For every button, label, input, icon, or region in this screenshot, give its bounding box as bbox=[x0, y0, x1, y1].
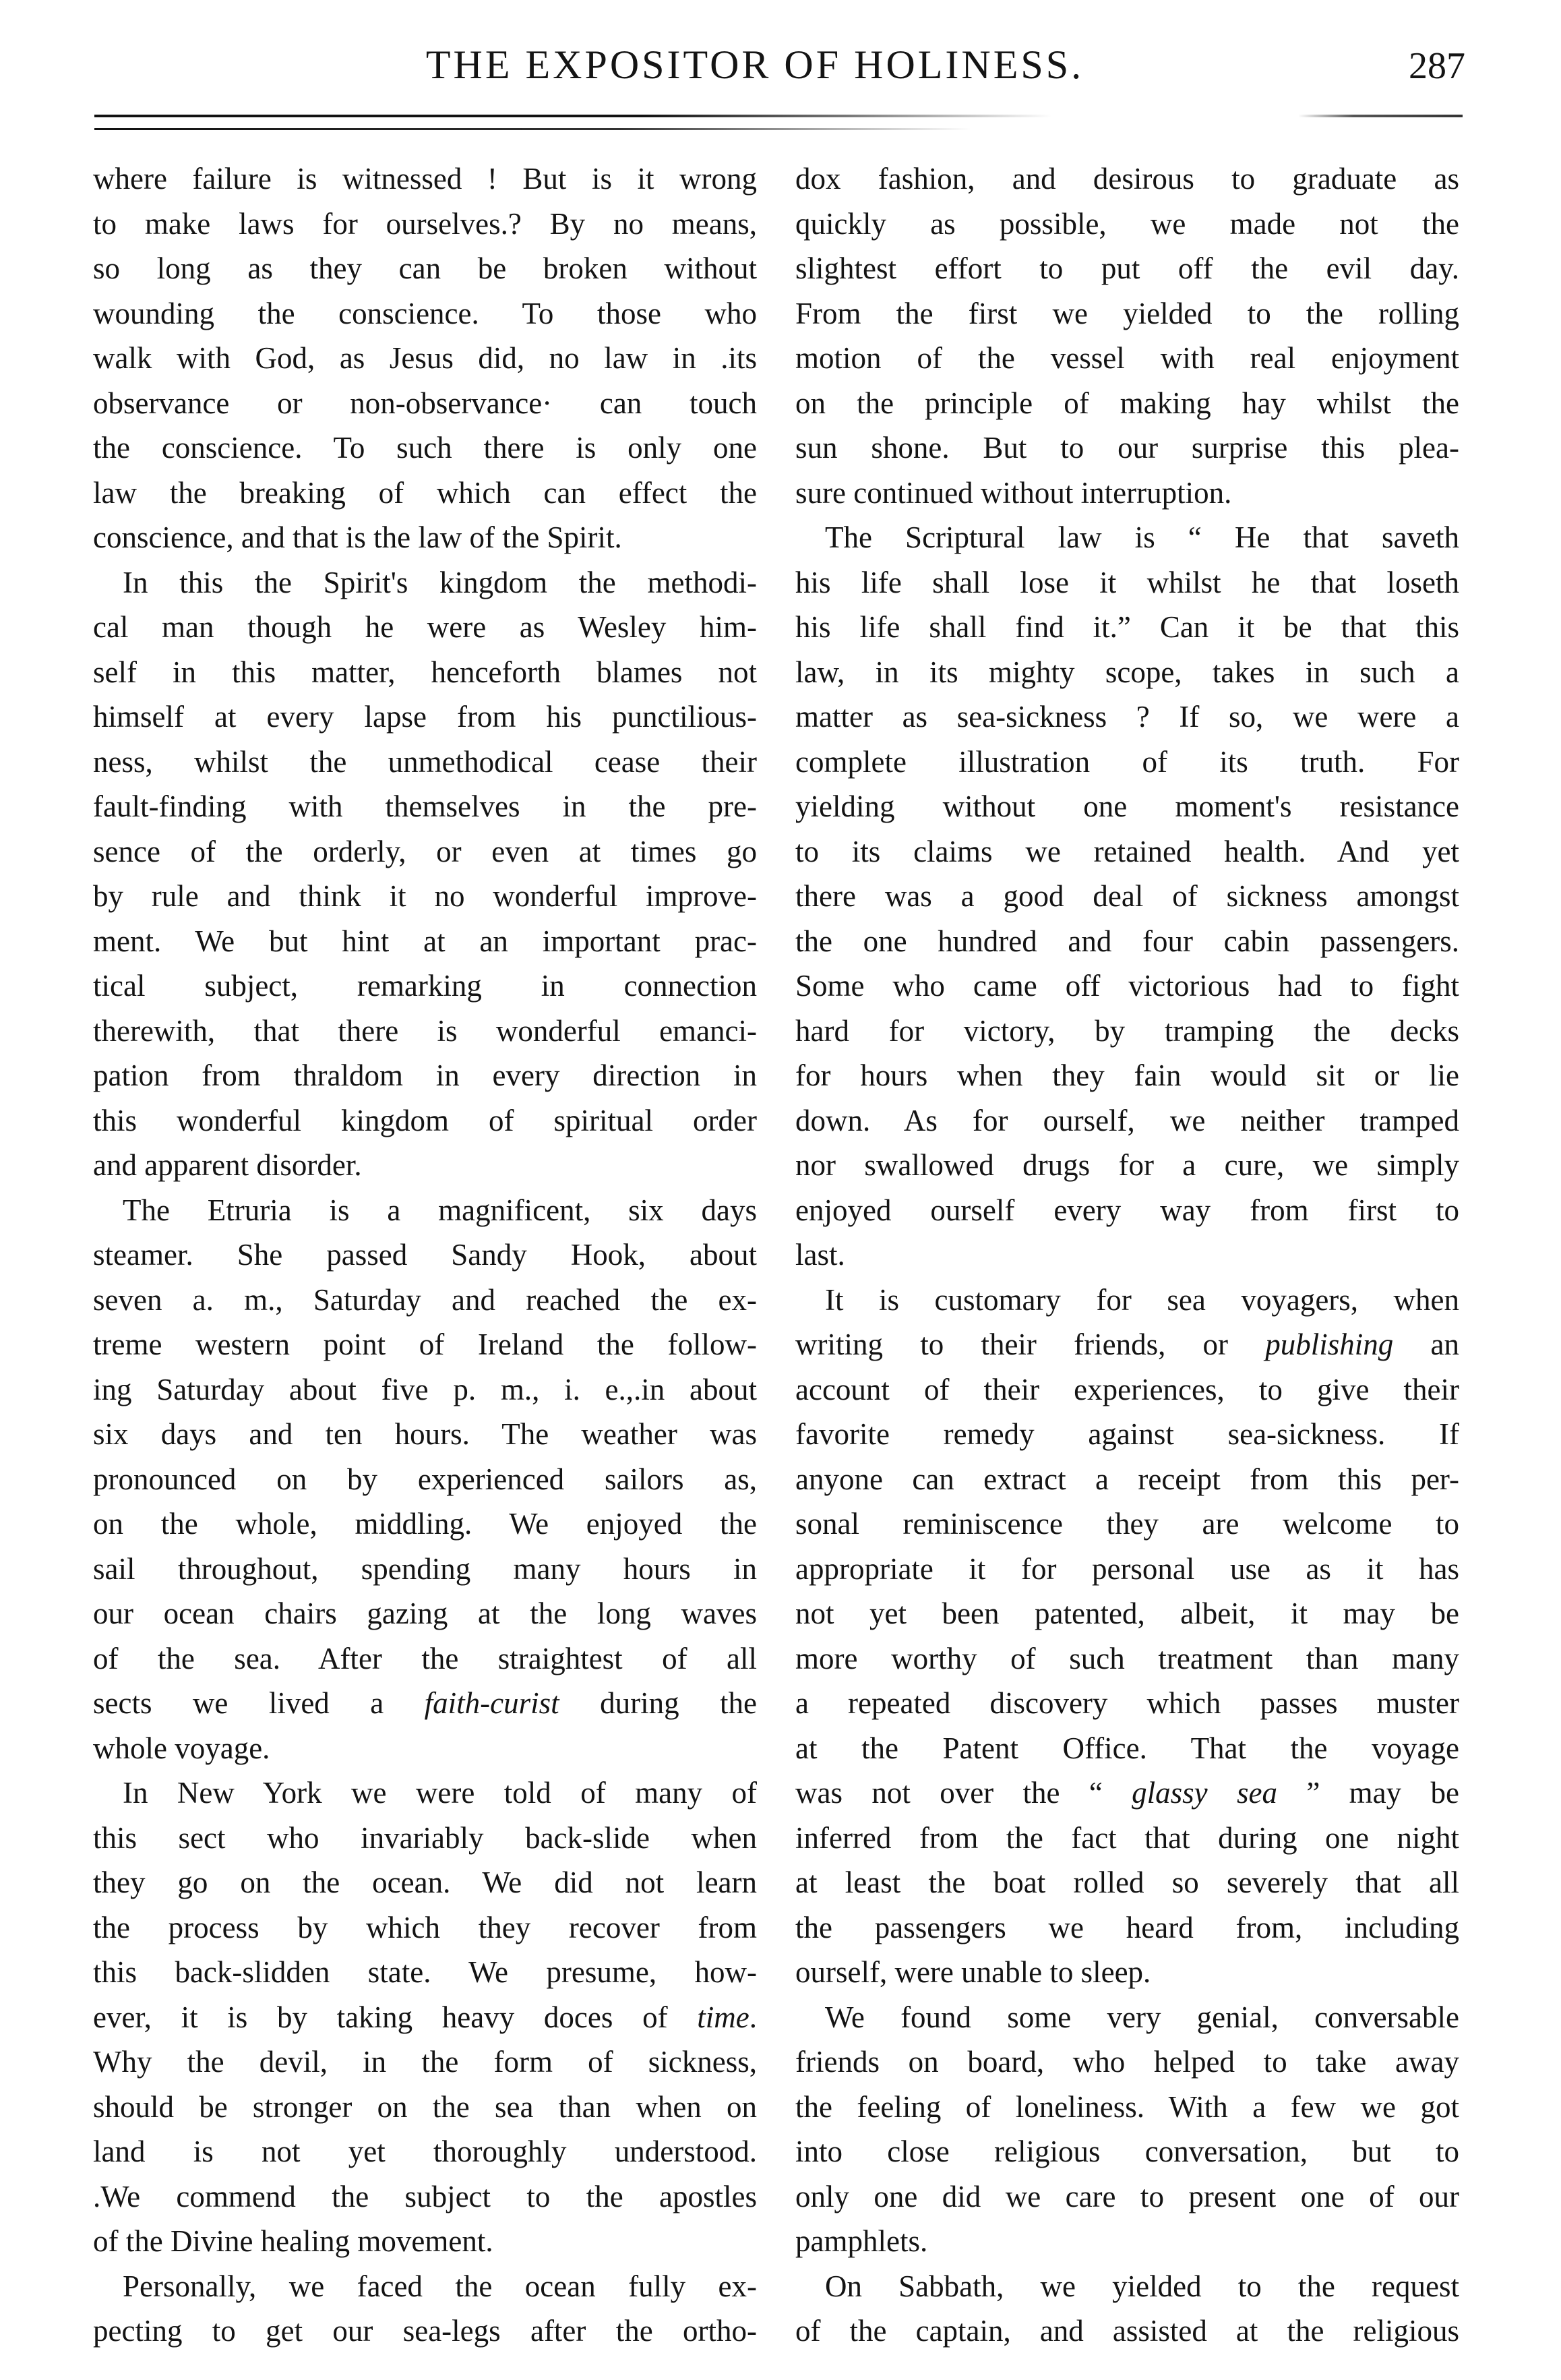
text-line: sun shone. But to our surprise this plea- bbox=[795, 431, 1459, 465]
text-segment: sects we lived a bbox=[93, 1686, 425, 1720]
text-line: motion of the vessel with real enjoyment bbox=[795, 341, 1459, 375]
text-line: seven a. m., Saturday and reached the ex- bbox=[93, 1282, 757, 1317]
text-line: sure continued without interruption. bbox=[795, 475, 1232, 510]
paragraph bbox=[795, 515, 1459, 1278]
page-number: 287 bbox=[1409, 45, 1465, 87]
text-line: to its claims we retained health. And yet bbox=[795, 834, 1459, 868]
text-line: pronounced on by experienced sailors as, bbox=[93, 1462, 757, 1496]
text-line: law the breaking of which can effect the bbox=[93, 475, 757, 510]
text-line: of the sea. After the straightest of all bbox=[93, 1641, 757, 1675]
text-line: this wonderful kingdom of spiritual order bbox=[93, 1103, 757, 1137]
text-line: only one did we care to present one of our bbox=[795, 2179, 1459, 2213]
paragraph bbox=[93, 156, 757, 560]
text-line: on the principle of making hay whilst the bbox=[795, 386, 1459, 420]
text-line: this sect who invariably back-slide when bbox=[93, 1820, 757, 1855]
text-line: friends on board, who helped to take away bbox=[795, 2045, 1459, 2079]
text-line: dox fashion, and desirous to graduate as bbox=[795, 162, 1459, 196]
text-column-left bbox=[93, 156, 757, 2354]
text-line: last. bbox=[795, 1238, 845, 1272]
text-line: fault-finding with themselves in the pre- bbox=[93, 790, 757, 823]
text-line: Some who came off victorious had to fight bbox=[795, 969, 1459, 1003]
text-line: for hours when they fain would sit or lie bbox=[795, 1059, 1459, 1092]
page-header bbox=[0, 42, 1561, 102]
text-line: ourself, were unable to sleep. bbox=[795, 1955, 1151, 1989]
text-line: ing Saturday about five p. m., i. e.,.in about bbox=[93, 1372, 757, 1406]
text-line: account of their experiences, to give their bbox=[795, 1372, 1459, 1406]
text-line: In this the Spirit's kingdom the methodi- bbox=[123, 565, 757, 599]
text-line: there was a good deal of sickness amongst bbox=[795, 879, 1459, 913]
italic-text: faith-curist bbox=[424, 1686, 559, 1720]
text-line: On Sabbath, we yielded to the request bbox=[825, 2269, 1459, 2303]
text-segment: ever, it is by taking heavy doces of bbox=[93, 2000, 698, 2034]
text-line bbox=[795, 1322, 1459, 1367]
text-line: tical subject, remarking in connection bbox=[93, 969, 757, 1003]
text-line: From the first we yielded to the rolling bbox=[795, 296, 1459, 330]
text-line: they go on the ocean. We did not learn bbox=[93, 1866, 757, 1899]
text-line: pamphlets. bbox=[795, 2224, 928, 2258]
italic-text: glassy sea bbox=[1132, 1776, 1277, 1810]
text-line: observance or non-observance· can touch bbox=[93, 386, 757, 420]
text-line: anyone can extract a receipt from this per- bbox=[795, 1462, 1459, 1496]
text-line: therewith, that there is wonderful emanci- bbox=[93, 1013, 757, 1048]
text-segment: . bbox=[749, 2000, 757, 2034]
text-line: complete illustration of its truth. For bbox=[795, 744, 1459, 779]
text-line: wounding the conscience. To those who bbox=[93, 296, 757, 330]
text-segment: writing to their friends, or bbox=[795, 1328, 1266, 1361]
text-line: hard for victory, by tramping the decks bbox=[795, 1013, 1459, 1048]
text-segment: was not over the “ bbox=[795, 1776, 1132, 1810]
running-title: THE EXPOSITOR OF HOLINESS. bbox=[425, 42, 1084, 87]
text-line: Personally, we faced the ocean fully ex- bbox=[123, 2269, 757, 2303]
text-line: where failure is witnessed ! But is it wrong bbox=[93, 162, 757, 196]
paragraph bbox=[93, 1188, 757, 1771]
text-line: self in this matter, henceforth blames not bbox=[93, 655, 757, 689]
text-line: cal man though he were as Wesley him- bbox=[93, 610, 757, 644]
text-line: pecting to get our sea-legs after the ortho- bbox=[93, 2314, 757, 2348]
text-line: treme western point of Ireland the follow- bbox=[93, 1328, 757, 1361]
text-line: matter as sea-sickness ? If so, we were a bbox=[795, 700, 1459, 734]
text-line bbox=[795, 1771, 1459, 1816]
text-line: on the whole, middling. We enjoyed the bbox=[93, 1507, 757, 1541]
text-line: the conscience. To such there is only one bbox=[93, 431, 757, 465]
text-line: land is not yet thoroughly understood. bbox=[93, 2135, 757, 2168]
text-line: down. As for ourself, we neither tramped bbox=[795, 1103, 1459, 1137]
text-line: slightest effort to put off the evil day. bbox=[795, 251, 1459, 285]
text-line: himself at every lapse from his punctilious- bbox=[93, 700, 757, 734]
text-line: conscience, and that is the law of the Spirit. bbox=[93, 520, 622, 554]
paragraph bbox=[795, 1278, 1459, 1995]
text-line: his life shall find it.” Can it be that this bbox=[795, 610, 1459, 644]
header-rule-secondary bbox=[94, 128, 971, 130]
text-segment: during the bbox=[559, 1686, 757, 1720]
text-line: favorite remedy against sea-sickness. If bbox=[795, 1417, 1459, 1451]
text-line: ness, whilst the unmethodical cease their bbox=[93, 744, 757, 779]
text-line: sail throughout, spending many hours in bbox=[93, 1551, 757, 1586]
text-line: sonal reminiscence they are welcome to bbox=[795, 1507, 1459, 1541]
paragraph bbox=[795, 1995, 1459, 2264]
text-line: In New York we were told of many of bbox=[123, 1776, 757, 1810]
text-line: The Scriptural law is “ He that saveth bbox=[825, 520, 1459, 554]
text-column-right bbox=[795, 156, 1459, 2354]
text-line: pation from thraldom in every direction in bbox=[93, 1059, 757, 1092]
text-line: ment. We but hint at an important prac- bbox=[93, 924, 757, 958]
text-line: the passengers we heard from, including bbox=[795, 1910, 1459, 1944]
text-line: a repeated discovery which passes muster bbox=[795, 1686, 1459, 1720]
text-line: to make laws for ourselves.? By no means, bbox=[93, 206, 757, 241]
italic-text: publishing bbox=[1265, 1328, 1394, 1361]
text-line: his life shall lose it whilst he that loseth bbox=[795, 565, 1459, 599]
text-line: It is customary for sea voyagers, when bbox=[825, 1282, 1459, 1317]
text-line: at the Patent Office. That the voyage bbox=[795, 1731, 1459, 1765]
text-line: yielding without one moment's resistance bbox=[795, 790, 1459, 823]
text-line: into close religious conversation, but to bbox=[795, 2135, 1459, 2168]
text-line: not yet been patented, albeit, it may be bbox=[795, 1597, 1459, 1630]
text-line: nor swallowed drugs for a cure, we simply bbox=[795, 1148, 1459, 1182]
text-line bbox=[93, 1681, 757, 1726]
text-line: the feeling of loneliness. With a few we got bbox=[795, 2089, 1459, 2124]
text-line: sence of the orderly, or even at times go bbox=[93, 834, 757, 868]
paragraph bbox=[93, 2264, 757, 2354]
text-line: whole voyage. bbox=[93, 1731, 270, 1765]
text-line: and apparent disorder. bbox=[93, 1148, 362, 1182]
paragraph bbox=[795, 2264, 1459, 2354]
text-line: The Etruria is a magnificent, six days bbox=[123, 1193, 757, 1227]
text-line: of the Divine healing movement. bbox=[93, 2224, 493, 2258]
text-line: We found some very genial, conversable bbox=[825, 2000, 1459, 2034]
text-line: so long as they can be broken without bbox=[93, 251, 757, 285]
text-line: law, in its mighty scope, takes in such a bbox=[795, 655, 1459, 689]
paragraph bbox=[795, 156, 1459, 515]
text-line: more worthy of such treatment than many bbox=[795, 1641, 1459, 1675]
text-line: quickly as possible, we made not the bbox=[795, 206, 1459, 241]
text-segment: ” may be bbox=[1277, 1776, 1459, 1810]
paragraph bbox=[93, 1771, 757, 2264]
text-line: our ocean chairs gazing at the long waves bbox=[93, 1597, 757, 1630]
text-line: the process by which they recover from bbox=[93, 1910, 757, 1944]
text-line: the one hundred and four cabin passengers. bbox=[795, 924, 1459, 958]
text-line bbox=[93, 1995, 757, 2040]
text-line: should be stronger on the sea than when on bbox=[93, 2089, 757, 2124]
text-line: at least the boat rolled so severely that all bbox=[795, 1866, 1459, 1899]
text-line: inferred from the fact that during one night bbox=[795, 1820, 1459, 1855]
text-line: of the captain, and assisted at the religious bbox=[795, 2314, 1459, 2348]
paragraph bbox=[93, 560, 757, 1188]
text-line: six days and ten hours. The weather was bbox=[93, 1417, 757, 1451]
header-rule bbox=[94, 115, 1463, 117]
text-line: enjoyed ourself every way from first to bbox=[795, 1193, 1459, 1227]
text-line: by rule and think it no wonderful improve- bbox=[93, 879, 757, 913]
text-line: appropriate it for personal use as it has bbox=[795, 1551, 1459, 1586]
text-line: this back-slidden state. We presume, how- bbox=[93, 1955, 757, 1989]
italic-text: time bbox=[697, 2000, 749, 2034]
text-line: steamer. She passed Sandy Hook, about bbox=[93, 1238, 757, 1272]
text-line: .We commend the subject to the apostles bbox=[93, 2179, 757, 2213]
text-line: walk with God, as Jesus did, no law in .its bbox=[93, 341, 757, 375]
text-segment: an bbox=[1393, 1328, 1459, 1361]
text-line: Why the devil, in the form of sickness, bbox=[93, 2045, 757, 2079]
